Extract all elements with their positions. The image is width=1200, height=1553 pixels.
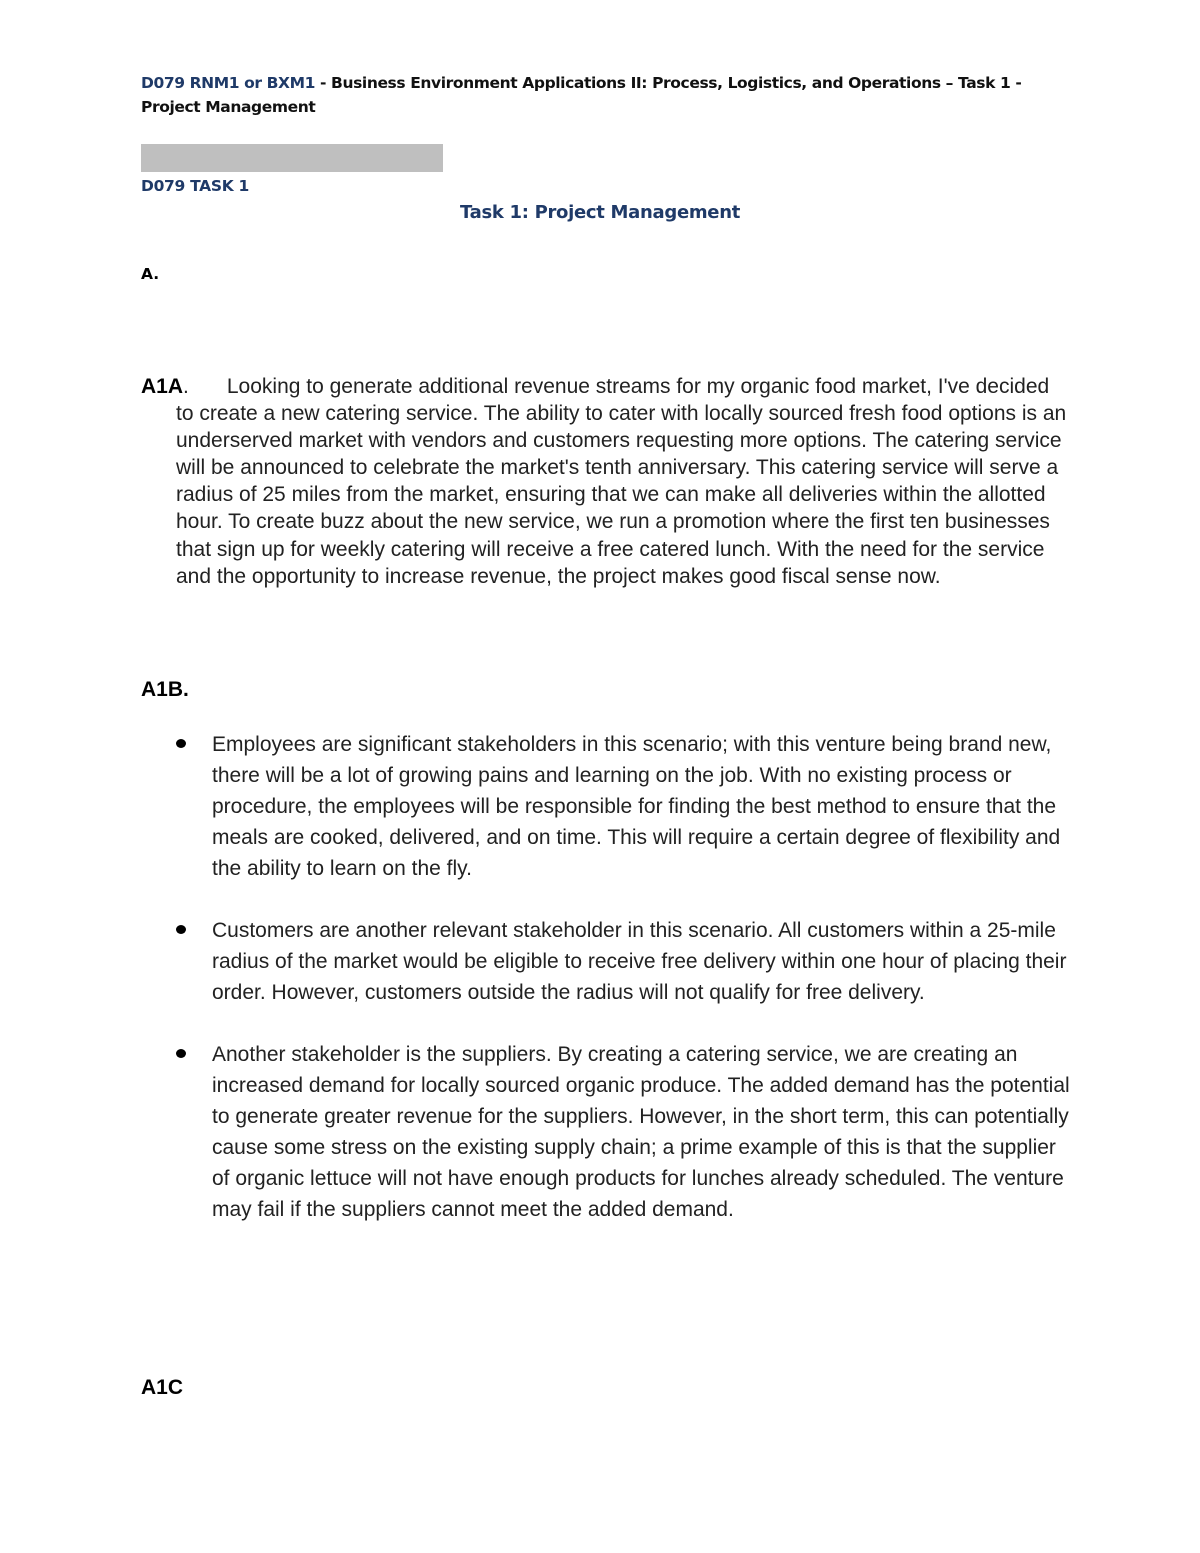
page-title: Task 1: Project Management	[459, 202, 741, 223]
task-code: D079 TASK 1	[141, 177, 250, 195]
a1b-heading: A1B.	[141, 678, 189, 701]
bullet-text: Another stakeholder is the suppliers. By creating a catering service, we are creating an increased demand for locally sourced organic produce. The added demand has the potential to generate greater revenue for the suppliers. However, in the short term, this can potentially cause some stress on the existing supply chain; a prime example of this is that the supplier of organic lettuce will not have enough products for lunches already scheduled. The venture may fail if the suppliers cannot meet the added demand.	[212, 1043, 1070, 1221]
course-code: D079 RNM1 or BXM1	[141, 74, 315, 92]
document-header	[141, 71, 1041, 119]
list-item	[141, 915, 1071, 1008]
list-item	[141, 1039, 1071, 1225]
a1a-text: Looking to generate additional revenue streams for my organic food market, I've decided to create a new catering service. The ability to cater with locally sourced fresh food options is an underserved market with vendors and customers requesting more options. The catering service will be announced to celebrate the market's tenth anniversary. This catering service will serve a radius of 25 miles from the market, ensuring that we can make all deliveries within the allotted hour. To create buzz about the new service, we run a promotion where the first ten businesses that sign up for weekly catering will receive a free catered lunch. With the need for the service and the opportunity to increase revenue, the project makes good fiscal sense now.	[176, 375, 1067, 588]
section-a-label: A.	[141, 265, 160, 283]
redaction-bar	[141, 144, 443, 172]
a1c-heading: A1C	[141, 1376, 184, 1399]
a1a-label: A1A	[141, 375, 184, 398]
a1b-bullet-list	[141, 729, 1071, 1256]
course-title: - Business Environment Applications II: Process, Logistics, and Operations – Task 1 - Project Management	[141, 74, 1022, 116]
a1a-punct: .	[183, 375, 189, 398]
a1a-paragraph	[141, 373, 1071, 590]
list-item	[141, 729, 1071, 884]
bullet-icon	[176, 739, 186, 748]
bullet-text: Employees are significant stakeholders in this scenario; with this venture being brand new, there will be a lot of growing pains and learning on the job. With no existing process or procedure, the employees will be responsible for finding the best method to ensure that the meals are cooked, delivered, and on time. This will require a certain degree of flexibility and the ability to learn on the fly.	[212, 733, 1061, 880]
bullet-icon	[176, 1049, 186, 1058]
bullet-text: Customers are another relevant stakeholder in this scenario. All customers within a 25-mile radius of the market would be eligible to receive free delivery within one hour of placing their order. However, customers outside the radius will not qualify for free delivery.	[212, 919, 1067, 1004]
bullet-icon	[176, 925, 186, 934]
